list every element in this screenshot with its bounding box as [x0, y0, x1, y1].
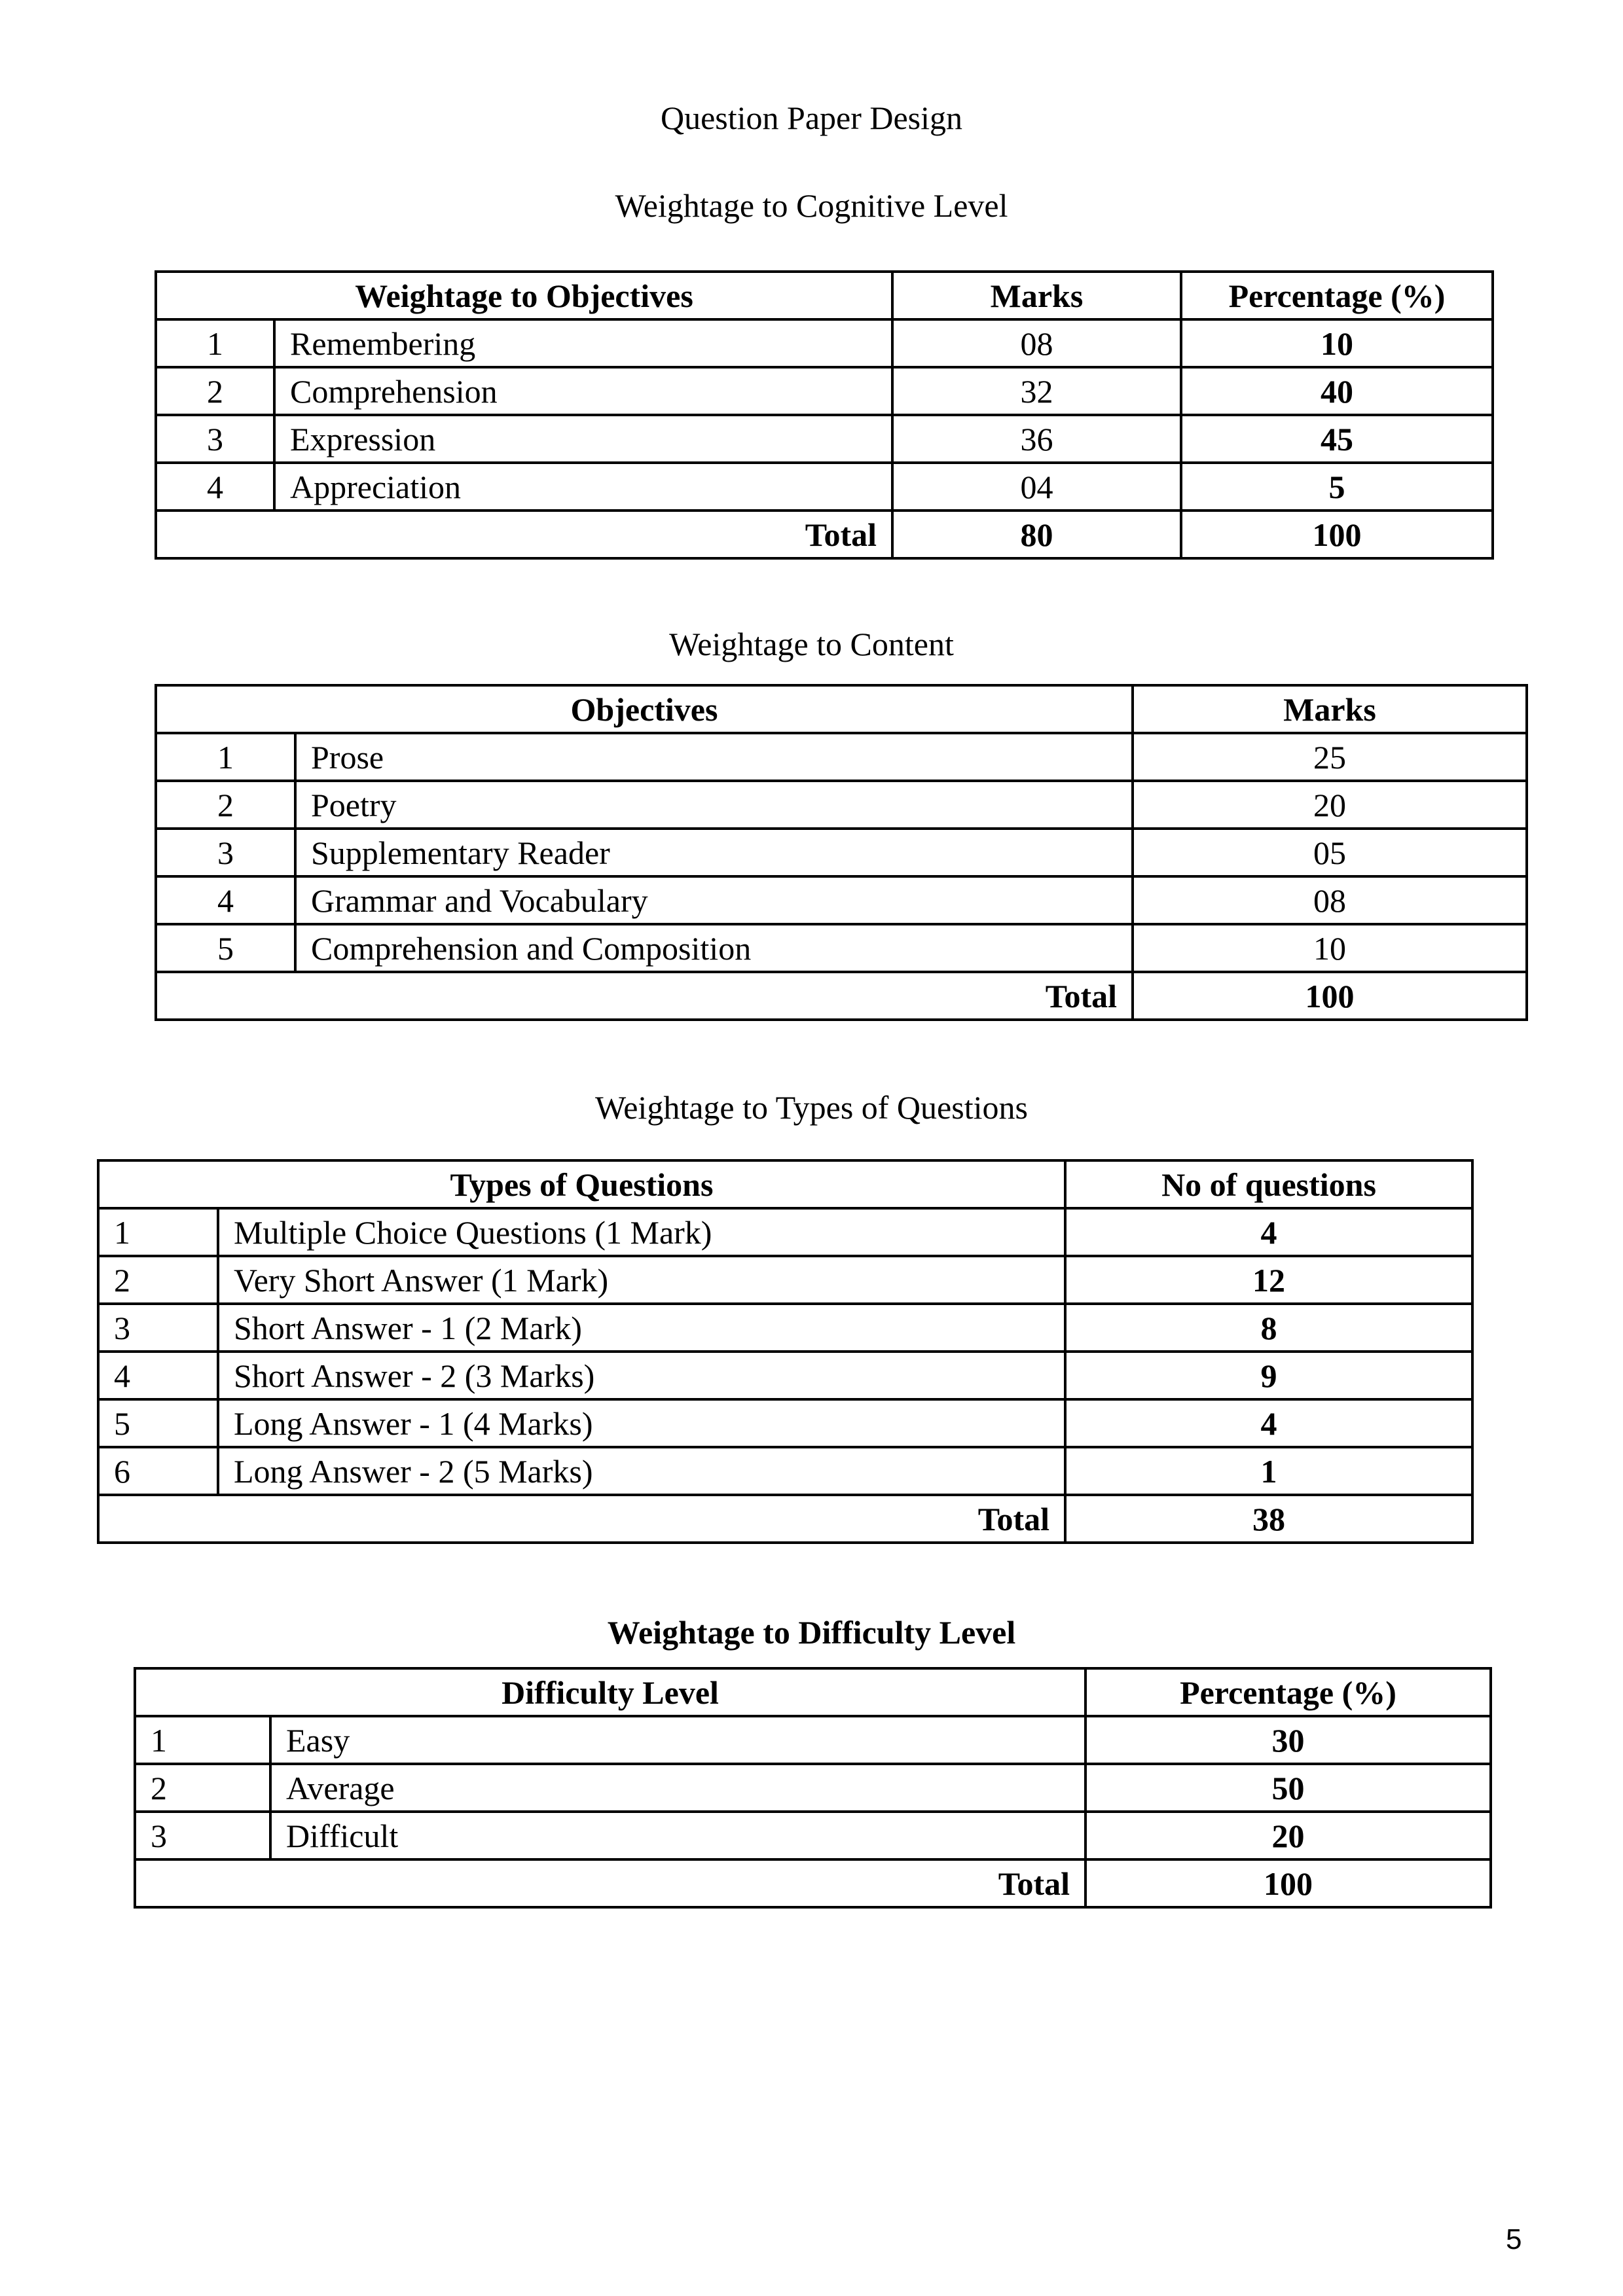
- total-count: 38: [1065, 1495, 1472, 1543]
- row-label: Appreciation: [274, 463, 892, 511]
- header-objectives: Weightage to Objectives: [156, 272, 892, 319]
- table-row: [156, 367, 1493, 415]
- row-count: 4: [1065, 1208, 1472, 1256]
- header-marks: Marks: [1133, 685, 1527, 733]
- table-total-row: [98, 1495, 1472, 1543]
- question-types-title: Weightage to Types of Questions: [595, 1089, 1028, 1126]
- row-label: Short Answer - 1 (2 Mark): [218, 1304, 1065, 1352]
- row-number: 2: [98, 1256, 218, 1304]
- row-label: Easy: [270, 1716, 1085, 1764]
- total-percentage: 100: [1085, 1859, 1491, 1907]
- row-number: 3: [156, 829, 295, 876]
- row-number: 4: [156, 876, 295, 924]
- row-percentage: 30: [1085, 1716, 1491, 1764]
- row-label: Short Answer - 2 (3 Marks): [218, 1352, 1065, 1399]
- row-percentage: 50: [1085, 1764, 1491, 1812]
- table-row: [156, 319, 1493, 367]
- row-marks: 08: [892, 319, 1181, 367]
- table-header-row: [156, 272, 1493, 319]
- row-label: Average: [270, 1764, 1085, 1812]
- row-number: 3: [135, 1812, 270, 1859]
- table-row: [156, 876, 1527, 924]
- header-objectives: Objectives: [156, 685, 1133, 733]
- row-number: 1: [156, 319, 274, 367]
- table-total-row: [156, 511, 1493, 558]
- table-row: [156, 829, 1527, 876]
- table-row: [98, 1447, 1472, 1495]
- row-count: 9: [1065, 1352, 1472, 1399]
- row-number: 2: [135, 1764, 270, 1812]
- table-total-row: [156, 972, 1527, 1020]
- page-heading: Question Paper Design: [660, 99, 963, 136]
- table-row: [135, 1764, 1491, 1812]
- row-marks: 04: [892, 463, 1181, 511]
- table-row: [98, 1304, 1472, 1352]
- cognitive-level-title: Weightage to Cognitive Level: [615, 187, 1008, 224]
- row-label: Expression: [274, 415, 892, 463]
- total-label: Total: [156, 511, 892, 558]
- table-row: [156, 924, 1527, 972]
- row-percentage: 40: [1181, 367, 1493, 415]
- total-label: Total: [156, 972, 1133, 1020]
- table-row: [135, 1812, 1491, 1859]
- table-row: [98, 1399, 1472, 1447]
- row-number: 5: [98, 1399, 218, 1447]
- table-row: [156, 781, 1527, 829]
- row-percentage: 20: [1085, 1812, 1491, 1859]
- row-percentage: 5: [1181, 463, 1493, 511]
- row-count: 1: [1065, 1447, 1472, 1495]
- total-percentage: 100: [1181, 511, 1493, 558]
- total-label: Total: [135, 1859, 1085, 1907]
- row-number: 4: [156, 463, 274, 511]
- row-count: 12: [1065, 1256, 1472, 1304]
- question-types-table: [97, 1159, 1474, 1544]
- total-marks: 80: [892, 511, 1181, 558]
- row-marks: 05: [1133, 829, 1527, 876]
- row-percentage: 10: [1181, 319, 1493, 367]
- row-number: 1: [156, 733, 295, 781]
- table-row: [156, 415, 1493, 463]
- row-number: 3: [98, 1304, 218, 1352]
- table-row: [156, 733, 1527, 781]
- row-label: Poetry: [295, 781, 1133, 829]
- row-marks: 08: [1133, 876, 1527, 924]
- cognitive-level-table: [155, 270, 1494, 560]
- row-number: 1: [135, 1716, 270, 1764]
- header-count: No of questions: [1065, 1160, 1472, 1208]
- row-number: 4: [98, 1352, 218, 1399]
- row-label: Difficult: [270, 1812, 1085, 1859]
- total-marks: 100: [1133, 972, 1527, 1020]
- row-label: Long Answer - 2 (5 Marks): [218, 1447, 1065, 1495]
- table-row: [156, 463, 1493, 511]
- table-header-row: [98, 1160, 1472, 1208]
- row-label: Prose: [295, 733, 1133, 781]
- row-marks: 36: [892, 415, 1181, 463]
- content-table: [155, 684, 1528, 1021]
- row-marks: 10: [1133, 924, 1527, 972]
- row-label: Comprehension and Composition: [295, 924, 1133, 972]
- row-marks: 32: [892, 367, 1181, 415]
- row-count: 4: [1065, 1399, 1472, 1447]
- row-label: Supplementary Reader: [295, 829, 1133, 876]
- row-label: Grammar and Vocabulary: [295, 876, 1133, 924]
- row-count: 8: [1065, 1304, 1472, 1352]
- row-label: Multiple Choice Questions (1 Mark): [218, 1208, 1065, 1256]
- header-level: Difficulty Level: [135, 1668, 1085, 1716]
- row-number: 3: [156, 415, 274, 463]
- row-label: Long Answer - 1 (4 Marks): [218, 1399, 1065, 1447]
- row-label: Remembering: [274, 319, 892, 367]
- row-marks: 20: [1133, 781, 1527, 829]
- row-marks: 25: [1133, 733, 1527, 781]
- row-number: 6: [98, 1447, 218, 1495]
- row-number: 1: [98, 1208, 218, 1256]
- row-label: Comprehension: [274, 367, 892, 415]
- table-header-row: [135, 1668, 1491, 1716]
- row-label: Very Short Answer (1 Mark): [218, 1256, 1065, 1304]
- total-label: Total: [98, 1495, 1065, 1543]
- row-number: 2: [156, 781, 295, 829]
- difficulty-level-title: Weightage to Difficulty Level: [607, 1614, 1016, 1651]
- page-number: 5: [1506, 2223, 1522, 2255]
- table-row: [98, 1256, 1472, 1304]
- table-row: [98, 1352, 1472, 1399]
- row-number: 5: [156, 924, 295, 972]
- header-types: Types of Questions: [98, 1160, 1065, 1208]
- difficulty-level-table: [134, 1667, 1492, 1909]
- table-row: [98, 1208, 1472, 1256]
- header-marks: Marks: [892, 272, 1181, 319]
- row-number: 2: [156, 367, 274, 415]
- header-percentage: Percentage (%): [1085, 1668, 1491, 1716]
- content-title: Weightage to Content: [669, 626, 954, 662]
- table-total-row: [135, 1859, 1491, 1907]
- header-percentage: Percentage (%): [1181, 272, 1493, 319]
- table-header-row: [156, 685, 1527, 733]
- table-row: [135, 1716, 1491, 1764]
- row-percentage: 45: [1181, 415, 1493, 463]
